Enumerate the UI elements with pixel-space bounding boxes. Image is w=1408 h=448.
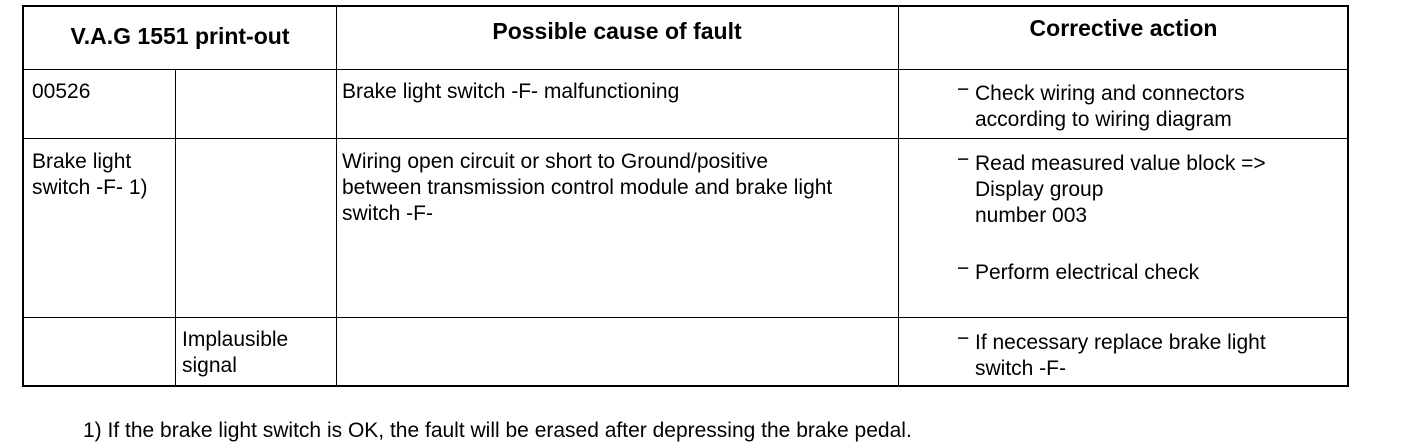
row-divider: [24, 69, 1347, 70]
row-divider: [24, 138, 1347, 139]
header-action: Corrective action: [1029, 15, 1218, 41]
header-printout: V.A.G 1551 print-out: [70, 23, 290, 49]
row-divider: [24, 317, 1347, 318]
corrective-action: [957, 148, 1266, 229]
column-divider: [898, 7, 899, 385]
action-text: Perform electrical check: [975, 261, 1200, 284]
dash-bullet: −: [957, 78, 970, 101]
footnote: 1) If the brake light switch is OK, the fault will be erased after depressing the brake pedal.: [83, 419, 912, 442]
fault-code: Brake light switch -F- 1): [32, 150, 148, 199]
fault-cause: Brake light switch -F- malfunctioning: [342, 80, 680, 103]
dash-bullet: −: [957, 327, 970, 350]
fault-table: [22, 5, 1349, 387]
header-cause: Possible cause of fault: [492, 18, 742, 44]
corrective-action: [957, 257, 1200, 286]
action-text: Read measured value block => Display group number 003: [975, 152, 1266, 227]
action-text: Check wiring and connectors according to wiring diagram: [975, 82, 1245, 131]
corrective-action: [957, 78, 1245, 133]
column-divider: [175, 69, 176, 385]
fault-code: 00526: [32, 80, 91, 103]
action-text: If necessary replace brake light switch -F-: [975, 331, 1266, 380]
dash-bullet: −: [957, 257, 970, 280]
corrective-action: [957, 327, 1266, 382]
dash-bullet: −: [957, 148, 970, 171]
column-divider: [336, 7, 337, 385]
fault-cause: Wiring open circuit or short to Ground/positive between transmission control module and brake light switch -F-: [342, 150, 833, 225]
fault-description: Implausible signal: [182, 328, 289, 377]
